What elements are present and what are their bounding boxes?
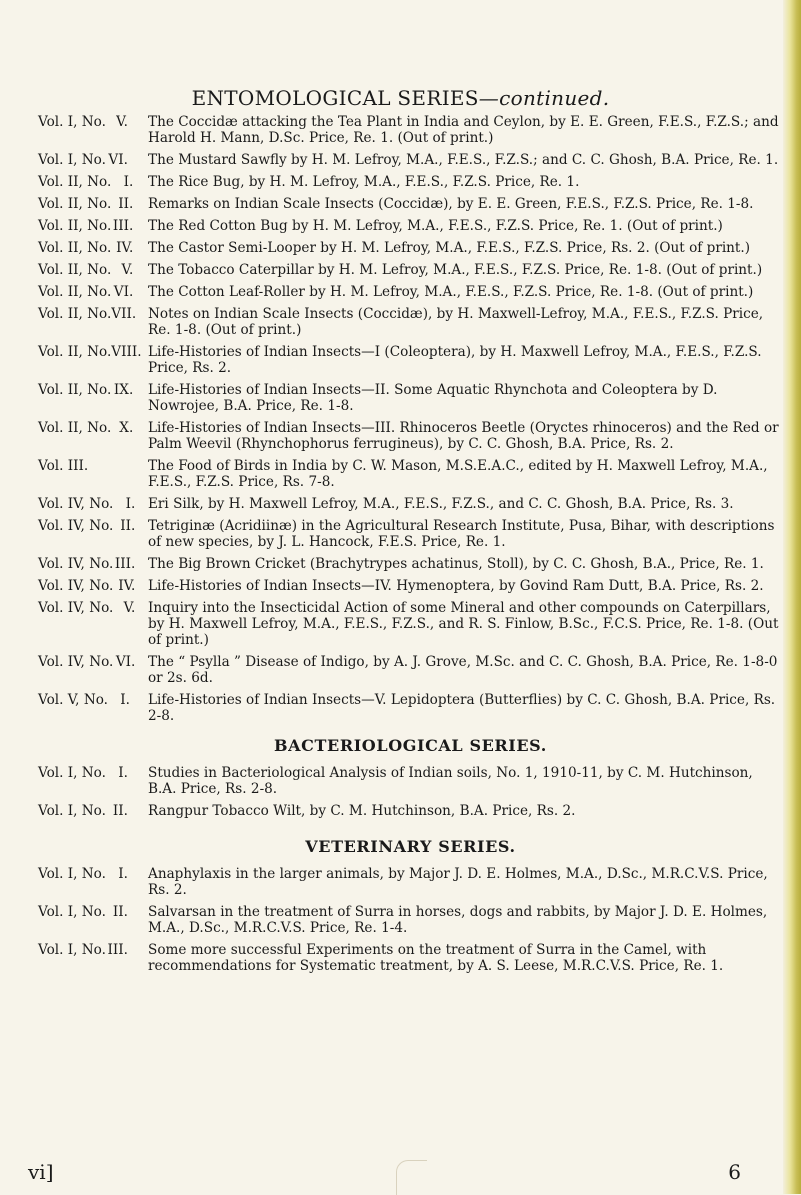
volume-label: Vol. IV, No. (38, 600, 114, 616)
publication-description: The Red Cotton Bug by H. M. Lefroy, M.A., F.E.S., F.Z.S. Price, Re. 1. (Out of print.) (148, 218, 723, 234)
issue-number: V. (116, 114, 128, 130)
volume-label: Vol. II, No. (38, 306, 112, 322)
bacteriological-heading: BACTERIOLOGICAL SERIES. (274, 736, 547, 755)
issue-number: II. (112, 904, 128, 920)
page-edge (783, 0, 801, 1194)
publication-entry (38, 496, 783, 512)
publication-description: The Cotton Leaf-Roller by H. M. Lefroy, M.A., F.E.S., F.Z.S. Price, Re. 1-8. (Out of print.) (148, 284, 754, 300)
publication-description: The Tobacco Caterpillar by H. M. Lefroy, M.A., F.E.S., F.Z.S. Price, Re. 1-8. (Out of print.) (148, 262, 763, 278)
publication-entry (38, 152, 783, 168)
publication-entry (38, 240, 783, 256)
issue-number: I. (125, 496, 136, 512)
publication-entry (38, 942, 783, 974)
publication-description: The “ Psylla ” Disease of Indigo, by A. J. Grove, M.Sc. and C. C. Ghosh, B.A. Price, Re. 1-8-0 or 2s. 6d. (148, 654, 778, 686)
volume-label: Vol. IV, No. (38, 496, 114, 512)
issue-number: IV. (116, 240, 134, 256)
publication-entry (38, 518, 783, 550)
volume-label: Vol. V, No. (38, 692, 108, 708)
publication-description: Anaphylaxis in the larger animals, by Major J. D. E. Holmes, M.A., D.Sc., M.R.C.V.S. Price, Rs. 2. (148, 866, 768, 898)
publication-entry (38, 654, 783, 686)
volume-ref (38, 262, 148, 278)
volume-label: Vol. II, No. (38, 262, 112, 278)
volume-label: Vol. I, No. (38, 866, 106, 882)
publication-entry (38, 803, 783, 819)
issue-number: III. (114, 556, 136, 572)
issue-number: I. (118, 765, 128, 781)
issue-number: VII. (111, 306, 137, 322)
publication-description: The Rice Bug, by H. M. Lefroy, M.A., F.E.S., F.Z.S. Price, Re. 1. (148, 174, 580, 190)
publication-description: Tetriginæ (Acridiinæ) in the Agricultural Research Institute, Pusa, Bihar, with descriptions of new species, by J. L. Hancock, F.E.S. Price, Re. 1. (148, 518, 775, 550)
entomological-list (38, 114, 783, 724)
publication-list (38, 114, 783, 980)
volume-label: Vol. IV, No. (38, 578, 114, 594)
volume-ref (38, 556, 148, 572)
volume-ref (38, 284, 148, 300)
issue-number: VIII. (111, 344, 142, 360)
issue-number: IV. (118, 578, 136, 594)
volume-label: Vol. I, No. (38, 803, 106, 819)
issue-number: VI. (115, 654, 136, 670)
publication-description: Some more successful Experiments on the treatment of Surra in the Camel, with recommendations for Systematic treatment, by A. S. Leese, M.R.C.V.S. Price, Re. 1. (148, 942, 724, 974)
volume-label: Vol. II, No. (38, 284, 112, 300)
volume-ref (38, 218, 148, 234)
volume-ref (38, 600, 148, 648)
publication-description: Studies in Bacteriological Analysis of Indian soils, No. 1, 1910-11, by C. M. Hutchinson, B.A. Price, Rs. 2-8. (148, 765, 753, 797)
publication-description: The Castor Semi-Looper by H. M. Lefroy, M.A., F.E.S., F.Z.S. Price, Rs. 2. (Out of print.) (148, 240, 751, 256)
volume-ref (38, 458, 148, 490)
continued-label: —continued. (478, 86, 610, 110)
volume-label: Vol. II, No. (38, 218, 112, 234)
volume-label: Vol. I, No. (38, 765, 106, 781)
volume-ref (38, 420, 148, 452)
series-title: ENTOMOLOGICAL SERIES (191, 86, 479, 110)
publication-entry (38, 420, 783, 452)
publication-entry (38, 692, 783, 724)
publication-entry (38, 196, 783, 212)
issue-number: V. (123, 600, 136, 616)
volume-label: Vol. II, No. (38, 420, 112, 436)
volume-ref (38, 240, 148, 256)
volume-label: Vol. III. (38, 458, 89, 474)
volume-label: Vol. IV, No. (38, 556, 114, 572)
page-number: 6 (728, 1160, 741, 1184)
volume-label: Vol. II, No. (38, 382, 112, 398)
issue-number: IX. (113, 382, 134, 398)
issue-number: I. (123, 174, 134, 190)
issue-number: VI. (108, 152, 128, 168)
publication-description: Rangpur Tobacco Wilt, by C. M. Hutchinson, B.A. Price, Rs. 2. (148, 803, 576, 819)
issue-number: II. (118, 196, 134, 212)
issue-number: II. (112, 803, 128, 819)
publication-description: Life-Histories of Indian Insects—I (Coleoptera), by H. Maxwell Lefroy, M.A., F.E.S., F.Z.S. Price, Rs. 2. (148, 344, 762, 376)
issue-number: X. (119, 420, 134, 436)
volume-ref (38, 692, 148, 724)
publication-description: Life-Histories of Indian Insects—V. Lepidoptera (Butterflies) by C. C. Ghosh, B.A. Price, Rs. 2-8. (148, 692, 776, 724)
volume-label: Vol. I, No. (38, 114, 106, 130)
volume-ref (38, 306, 148, 338)
volume-label: Vol. I, No. (38, 942, 106, 958)
publication-entry (38, 262, 783, 278)
volume-ref (38, 654, 148, 686)
publication-description: The Coccidæ attacking the Tea Plant in India and Ceylon, by E. E. Green, F.E.S., F.Z.S.; and Harold H. Mann, D.Sc. Price, Re. 1. (Out of print.) (148, 114, 779, 146)
veterinary-list (38, 866, 783, 974)
publication-description: The Mustard Sawfly by H. M. Lefroy, M.A., F.E.S., F.Z.S.; and C. C. Ghosh, B.A. Price, Re. 1. (148, 152, 779, 168)
publication-entry (38, 382, 783, 414)
volume-ref (38, 152, 148, 168)
volume-ref (38, 765, 148, 797)
volume-label: Vol. IV, No. (38, 518, 114, 534)
volume-ref (38, 196, 148, 212)
issue-number: III. (107, 942, 128, 958)
publication-description: Salvarsan in the treatment of Surra in horses, dogs and rabbits, by Major J. D. E. Holmes, M.A., D.Sc., M.R.C.V.S. Price, Re. 1-4. (148, 904, 768, 936)
publication-description: Inquiry into the Insecticidal Action of some Mineral and other compounds on Caterpillars, by H. Maxwell Lefroy, M.A., F.E.S., F.Z.S., and R. S. Finlow, B.Sc., F.C.S. Price, Re. 1-8. (Out of print.) (148, 600, 779, 648)
publication-entry (38, 344, 783, 376)
volume-label: Vol. II, No. (38, 174, 112, 190)
volume-ref (38, 803, 148, 819)
volume-ref (38, 114, 148, 146)
issue-number: II. (120, 518, 136, 534)
publication-description: Eri Silk, by H. Maxwell Lefroy, M.A., F.E.S., F.Z.S., and C. C. Ghosh, B.A. Price, Rs. 3. (148, 496, 734, 512)
publication-description: Remarks on Indian Scale Insects (Coccidæ), by E. E. Green, F.E.S., F.Z.S. Price, Re. 1-8. (148, 196, 754, 212)
publication-entry (38, 866, 783, 898)
issue-number: VI. (113, 284, 134, 300)
volume-label: Vol. I, No. (38, 904, 106, 920)
volume-ref (38, 344, 148, 376)
volume-label: Vol. IV, No. (38, 654, 114, 670)
bacteriological-list (38, 765, 783, 819)
page-header (0, 86, 801, 110)
veterinary-heading: VETERINARY SERIES. (305, 837, 516, 856)
publication-description: Life-Histories of Indian Insects—IV. Hymenoptera, by Govind Ram Dutt, B.A. Price, Rs. 2. (148, 578, 764, 594)
volume-ref (38, 866, 148, 898)
publication-description: Notes on Indian Scale Insects (Coccidæ), by H. Maxwell-Lefroy, M.A., F.E.S., F.Z.S. Price, Re. 1-8. (Out of print.) (148, 306, 764, 338)
publication-entry (38, 218, 783, 234)
publication-entry (38, 284, 783, 300)
publication-description: Life-Histories of Indian Insects—III. Rhinoceros Beetle (Oryctes rhinoceros) and the Red or Palm Weevil (Rhynchophorus ferrugineus), by C. C. Ghosh, B.A. Price, Rs. 2. (148, 420, 779, 452)
issue-number: III. (112, 218, 134, 234)
publication-entry (38, 904, 783, 936)
volume-ref (38, 942, 148, 974)
volume-ref (38, 496, 148, 512)
publication-entry (38, 600, 783, 648)
publication-description: Life-Histories of Indian Insects—II. Some Aquatic Rhynchota and Coleoptera by D. Nowrojee, B.A. Price, Re. 1-8. (148, 382, 718, 414)
volume-label: Vol. II, No. (38, 196, 112, 212)
page-footer (28, 1160, 741, 1184)
volume-label: Vol. I, No. (38, 152, 106, 168)
publication-entry (38, 114, 783, 146)
publication-entry (38, 765, 783, 797)
publication-entry (38, 556, 783, 572)
publication-entry (38, 306, 783, 338)
volume-label: Vol. II, No. (38, 240, 112, 256)
publication-entry (38, 578, 783, 594)
signature-mark: vi] (28, 1160, 54, 1184)
issue-number: I. (120, 692, 130, 708)
volume-ref (38, 382, 148, 414)
publication-entry (38, 458, 783, 490)
volume-label: Vol. II, No. (38, 344, 112, 360)
issue-number: V. (121, 262, 134, 278)
volume-ref (38, 518, 148, 550)
publication-description: The Big Brown Cricket (Brachytrypes achatinus, Stoll), by C. C. Ghosh, B.A., Price, Re. 1. (148, 556, 764, 572)
publication-description: The Food of Birds in India by C. W. Mason, M.S.E.A.C., edited by H. Maxwell Lefroy, M.A., F.E.S., F.Z.S. Price, Rs. 7-8. (148, 458, 768, 490)
volume-ref (38, 904, 148, 936)
volume-ref (38, 578, 148, 594)
publication-entry (38, 174, 783, 190)
volume-ref (38, 174, 148, 190)
issue-number: I. (118, 866, 128, 882)
